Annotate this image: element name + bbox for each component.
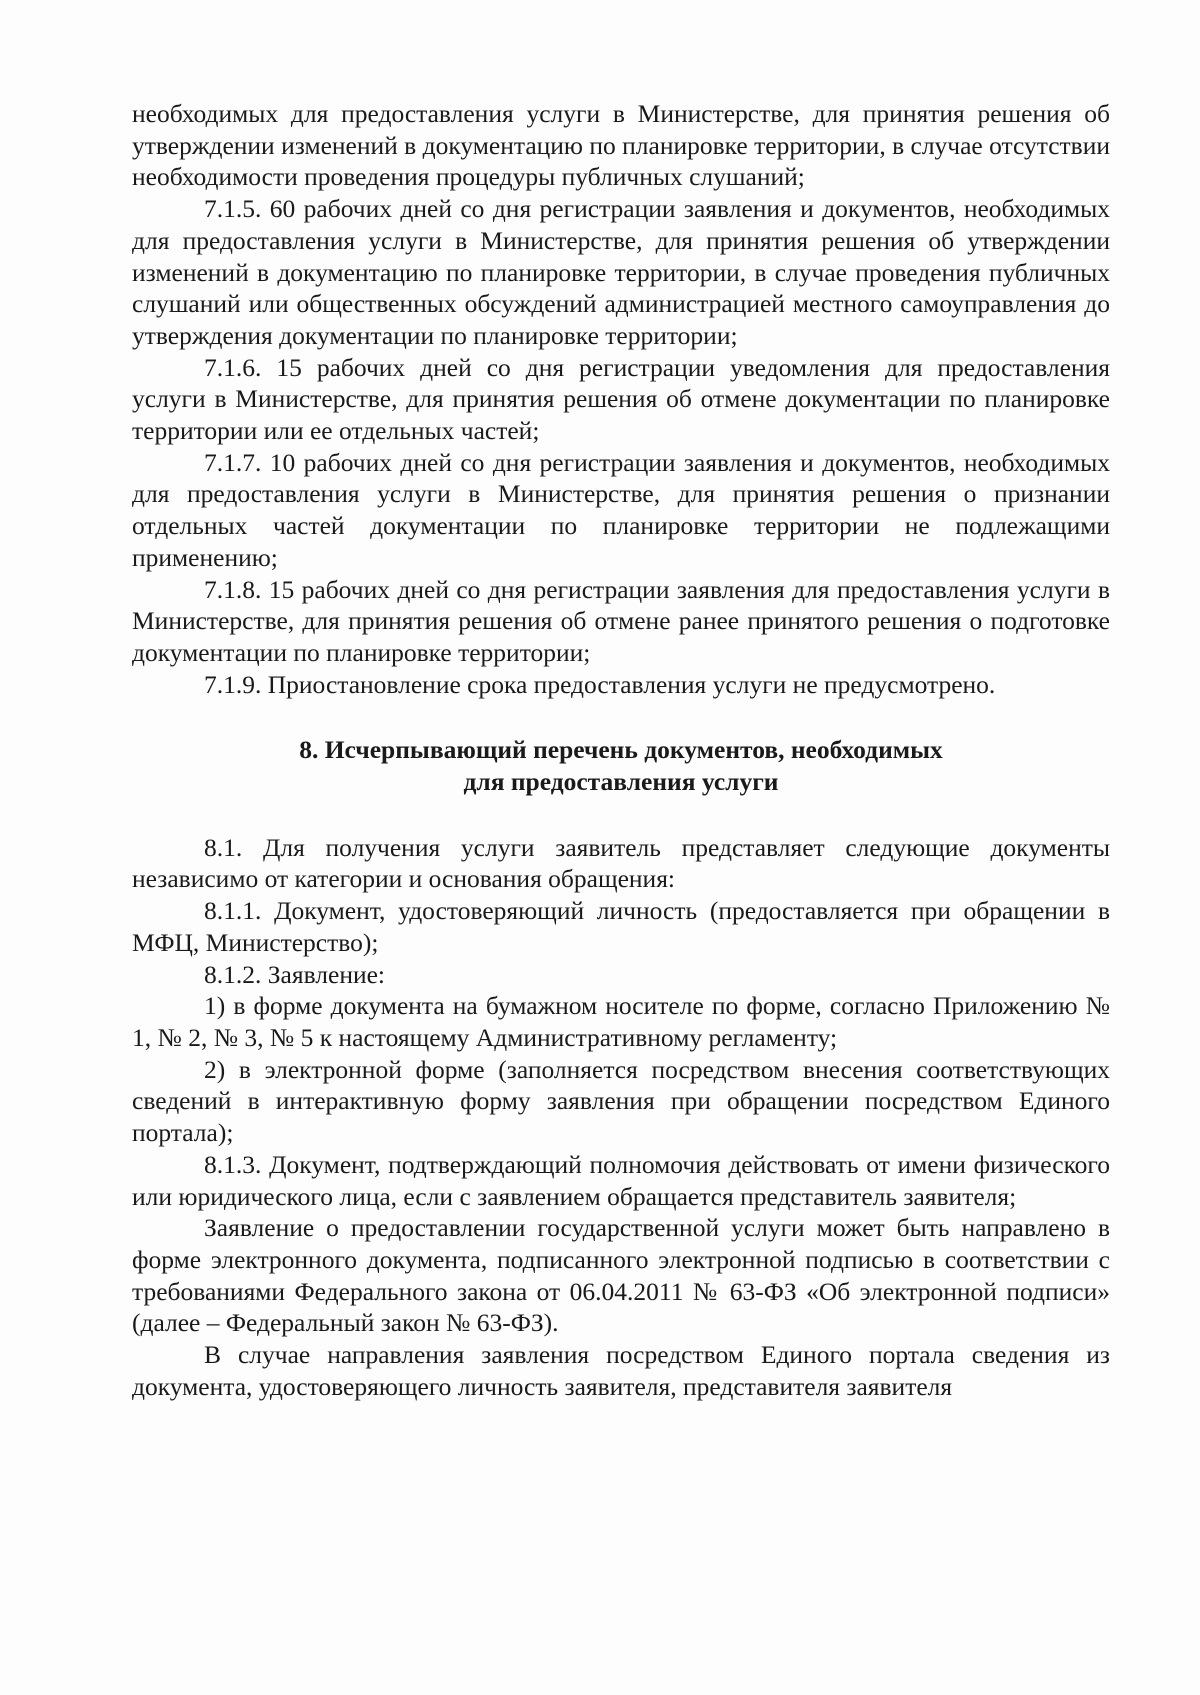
paragraph-7-1-6: 7.1.6. 15 рабочих дней со дня регистрации уведомления для предоставления услуги в Министерстве, для принятия решения об отмене документации по планировке территории или ее отдельных частей; (132, 352, 1110, 446)
paragraph-7-1-8: 7.1.8. 15 рабочих дней со дня регистрации заявления для предоставления услуги в Министерстве, для принятия решения об отмене ранее принятого решения о подготовке документации по планировке территории; (132, 574, 1110, 667)
paragraph-8-1-2: 8.1.2. Заявление: (204, 959, 386, 989)
section-heading-line-1: 8. Исчерпывающий перечень документов, необходимых (299, 735, 943, 765)
paragraph-unified-portal: В случае направления заявления посредством Единого портала сведения из документа, удостоверяющего личность заявителя, представителя заявителя (132, 1340, 1110, 1401)
paragraph-8-1-1: 8.1.1. Документ, удостоверяющий личность (предоставляется при обращении в МФЦ, Министерство); (132, 896, 1110, 957)
paragraph-7-1-5: 7.1.5. 60 рабочих дней со дня регистрации заявления и документов, необходимых для предоставления услуги в Министерстве, для принятия решения об утверждении изменений в документацию по планировке территории, в случае проведения публичных слушаний или общественных обсуждений администрацией местного самоуправления до утверждения документации по планировке территории; (132, 194, 1110, 350)
paragraph-7-1-9: 7.1.9. Приостановление срока предоставления услуги не предусмотрено. (204, 669, 996, 699)
paragraph-8-1: 8.1. Для получения услуги заявитель представляет следующие документы независимо от категории и основания обращения: (132, 832, 1110, 894)
paragraph-8-1-3: 8.1.3. Документ, подтверждающий полномочия действовать от имени физического или юридического лица, если с заявлением обращается представитель заявителя; (132, 1149, 1110, 1211)
paragraph-8-1-2-item-1: 1) в форме документа на бумажном носителе по форме, согласно Приложению № 1, № 2, № 3, № 5 к настоящему Административному регламенту; (132, 991, 1110, 1052)
paragraph-electronic-statement: Заявление о предоставлении государственной услуги может быть направлено в форме электронного документа, подписанного электронной подписью в соответствии с требованиями Федерального закона от 06.04.2011 № 63-ФЗ «Об электронной подписи» (далее – Федеральный закон № 63-ФЗ). (132, 1213, 1110, 1338)
paragraph-8-1-2-item-2: 2) в электронной форме (заполняется посредством внесения соответствующих сведений в интерактивную форму заявления при обращении посредством Единого портала); (132, 1054, 1110, 1148)
paragraph-7-1-7: 7.1.7. 10 рабочих дней со дня регистрации заявления и документов, необходимых для предоставления услуги в Министерстве, для принятия решения о признании отдельных частей документации по планировке территории не подлежащими применению; (132, 447, 1110, 572)
section-heading-line-2: для предоставления услуги (463, 767, 779, 797)
paragraph-continuation: необходимых для предоставления услуги в Министерстве, для принятия решения об утверждении изменений в документацию по планировке территории, в случае отсутствии необходимости проведения процедуры публичных слушаний; (132, 99, 1110, 192)
document-body (132, 98, 1110, 1402)
